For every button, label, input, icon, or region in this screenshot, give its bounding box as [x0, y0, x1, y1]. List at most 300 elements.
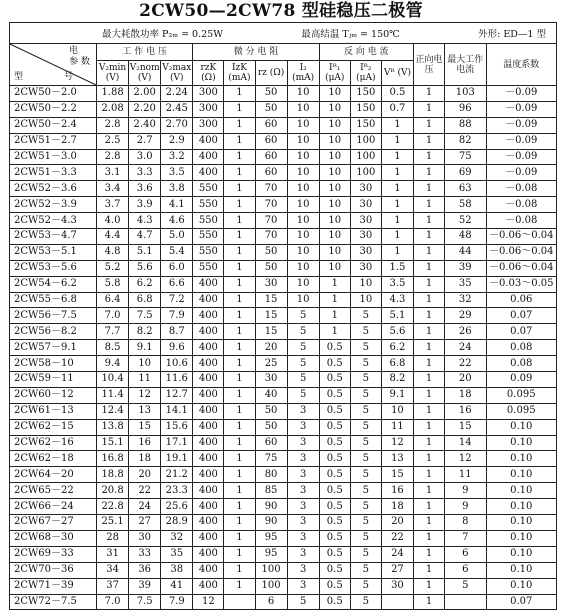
- value-cell: 8: [445, 515, 486, 531]
- value-cell: 15: [255, 292, 287, 308]
- value-cell: 550: [193, 197, 224, 213]
- table-row: [10, 101, 557, 117]
- value-cell: 20: [255, 340, 287, 356]
- group-reverse-current: 反 向 电 流: [319, 44, 413, 61]
- value-cell: 15: [445, 419, 486, 435]
- value-cell: 30: [381, 578, 413, 594]
- value-cell: 1: [319, 276, 350, 292]
- value-cell: 6: [445, 546, 486, 562]
- value-cell: 33: [129, 546, 161, 562]
- value-cell: 95: [255, 530, 287, 546]
- value-cell: 3.8: [161, 181, 193, 197]
- value-cell: 400: [193, 546, 224, 562]
- value-cell: 23.3: [161, 483, 193, 499]
- value-cell: 5.0: [161, 229, 193, 245]
- value-cell: 50: [255, 101, 287, 117]
- group-max-work-current: 最大工作电流: [445, 44, 486, 86]
- value-cell: 1: [413, 101, 444, 117]
- value-cell: 60: [255, 165, 287, 181]
- value-cell: 2.24: [161, 86, 193, 102]
- value-cell: 1: [224, 499, 255, 515]
- value-cell: 1: [224, 197, 255, 213]
- model-cell: 2CW56－8.2: [10, 324, 97, 340]
- value-cell: 82: [445, 133, 486, 149]
- value-cell: 1.88: [97, 86, 129, 102]
- value-cell: 18: [129, 451, 161, 467]
- model-cell: 2CW62－18: [10, 451, 97, 467]
- value-cell: 5: [350, 467, 381, 483]
- table-row: [10, 324, 557, 340]
- value-cell: 22: [381, 530, 413, 546]
- value-cell: 1: [413, 578, 444, 594]
- value-cell: 5: [350, 435, 381, 451]
- value-cell: 10: [319, 213, 350, 229]
- value-cell: 0.07: [486, 594, 557, 610]
- value-cell: 12.4: [97, 403, 129, 419]
- value-cell: 9.1: [129, 340, 161, 356]
- value-cell: 21.2: [161, 467, 193, 483]
- value-cell: 10: [319, 101, 350, 117]
- info-row: [10, 23, 557, 44]
- value-cell: 95: [255, 546, 287, 562]
- model-cell: 2CW62－16: [10, 435, 97, 451]
- value-cell: 5: [350, 372, 381, 388]
- value-cell: 0.5: [319, 515, 350, 531]
- value-cell: 60: [255, 435, 287, 451]
- value-cell: 75: [445, 149, 486, 165]
- value-cell: 1: [224, 356, 255, 372]
- value-cell: 0.5: [319, 419, 350, 435]
- table-row: [10, 387, 557, 403]
- table-row: [10, 86, 557, 102]
- value-cell: 1: [413, 483, 444, 499]
- model-cell: 2CW67－27: [10, 515, 97, 531]
- value-cell: 0.5: [319, 499, 350, 515]
- value-cell: 6.8: [129, 292, 161, 308]
- value-cell: 3: [287, 451, 319, 467]
- value-cell: 5.6: [381, 324, 413, 340]
- group-diff-resistance: 微 分 电 阻: [193, 44, 319, 61]
- value-cell: 10: [287, 86, 319, 102]
- value-cell: 4.6: [161, 213, 193, 229]
- value-cell: 1: [413, 562, 444, 578]
- table-row: [10, 515, 557, 531]
- value-cell: 11: [381, 419, 413, 435]
- model-cell: 2CW64－20: [10, 467, 97, 483]
- value-cell: 48: [445, 229, 486, 245]
- model-cell: 2CW71－39: [10, 578, 97, 594]
- value-cell: 7.5: [129, 594, 161, 610]
- value-cell: 0.5: [319, 372, 350, 388]
- value-cell: 1: [224, 340, 255, 356]
- value-cell: 1: [224, 483, 255, 499]
- value-cell: 12: [193, 594, 224, 610]
- value-cell: 5: [350, 403, 381, 419]
- value-cell: 1: [413, 530, 444, 546]
- value-cell: 0.09: [486, 372, 557, 388]
- value-cell: 5: [350, 324, 381, 340]
- value-cell: 8.5: [97, 340, 129, 356]
- table-row: [10, 149, 557, 165]
- value-cell: 7.0: [97, 594, 129, 610]
- value-cell: 35: [161, 546, 193, 562]
- value-cell: 80: [255, 467, 287, 483]
- value-cell: 400: [193, 340, 224, 356]
- model-cell: 2CW53－5.6: [10, 260, 97, 276]
- value-cell: 0.10: [486, 530, 557, 546]
- value-cell: －0.09: [486, 149, 557, 165]
- value-cell: 10: [287, 213, 319, 229]
- value-cell: 22: [129, 483, 161, 499]
- value-cell: 0.095: [486, 403, 557, 419]
- value-cell: 1: [224, 117, 255, 133]
- value-cell: 0.10: [486, 562, 557, 578]
- group-temp-coef: 温度系数: [486, 44, 557, 86]
- value-cell: 400: [193, 562, 224, 578]
- max-power-label: 最大耗散功率 P₂ₘ = 0.25W: [102, 29, 223, 40]
- diode-spec-table: [9, 22, 557, 610]
- value-cell: 1: [319, 308, 350, 324]
- value-cell: 5: [350, 594, 381, 610]
- table-row: [10, 530, 557, 546]
- value-cell: 11.4: [97, 387, 129, 403]
- value-cell: －0.03～0.05: [486, 276, 557, 292]
- value-cell: 550: [193, 229, 224, 245]
- value-cell: 1: [224, 149, 255, 165]
- group-work-voltage: 工 作 电 压: [97, 44, 193, 61]
- value-cell: 1: [413, 340, 444, 356]
- value-cell: 3.7: [97, 197, 129, 213]
- value-cell: 0.5: [319, 403, 350, 419]
- value-cell: 10.6: [161, 356, 193, 372]
- value-cell: 1: [224, 515, 255, 531]
- value-cell: 6.8: [381, 356, 413, 372]
- value-cell: 5: [350, 483, 381, 499]
- value-cell: 40: [255, 387, 287, 403]
- value-cell: 5: [287, 356, 319, 372]
- value-cell: 1: [413, 308, 444, 324]
- model-cell: 2CW62－15: [10, 419, 97, 435]
- value-cell: 6.2: [381, 340, 413, 356]
- value-cell: 0.10: [486, 435, 557, 451]
- value-cell: 0.10: [486, 483, 557, 499]
- value-cell: 50: [255, 403, 287, 419]
- value-cell: 4.3: [129, 213, 161, 229]
- value-cell: 3: [287, 546, 319, 562]
- value-cell: 1: [413, 467, 444, 483]
- value-cell: 1: [224, 101, 255, 117]
- value-cell: －0.09: [486, 133, 557, 149]
- value-cell: 2.8: [97, 117, 129, 133]
- value-cell: 5: [445, 578, 486, 594]
- value-cell: －0.09: [486, 86, 557, 102]
- value-cell: 3: [287, 419, 319, 435]
- value-cell: 10: [319, 181, 350, 197]
- value-cell: 1: [413, 181, 444, 197]
- value-cell: 5: [350, 451, 381, 467]
- value-cell: 24: [381, 546, 413, 562]
- value-cell: 1.5: [381, 260, 413, 276]
- value-cell: 1: [224, 530, 255, 546]
- value-cell: 18: [381, 499, 413, 515]
- value-cell: 31: [97, 546, 129, 562]
- model-cell: 2CW51－3.0: [10, 149, 97, 165]
- value-cell: 1: [224, 260, 255, 276]
- value-cell: 10: [287, 101, 319, 117]
- value-cell: 100: [255, 562, 287, 578]
- value-cell: 4.8: [97, 244, 129, 260]
- value-cell: 550: [193, 181, 224, 197]
- table-row: [10, 229, 557, 245]
- value-cell: 4.7: [129, 229, 161, 245]
- col-vznom: V₂nom (V): [129, 61, 161, 86]
- value-cell: 63: [445, 181, 486, 197]
- value-cell: 1: [224, 165, 255, 181]
- value-cell: 10: [129, 356, 161, 372]
- value-cell: 400: [193, 276, 224, 292]
- table-row: [10, 578, 557, 594]
- table-body: [10, 86, 557, 610]
- value-cell: 5: [350, 515, 381, 531]
- value-cell: 0.06: [486, 292, 557, 308]
- value-cell: 550: [193, 244, 224, 260]
- value-cell: 0.5: [319, 546, 350, 562]
- table-row: [10, 165, 557, 181]
- value-cell: 36: [129, 562, 161, 578]
- value-cell: 300: [193, 117, 224, 133]
- value-cell: 0.10: [486, 467, 557, 483]
- value-cell: 3: [287, 435, 319, 451]
- value-cell: 5: [350, 562, 381, 578]
- value-cell: 5: [287, 387, 319, 403]
- model-cell: 2CW51－3.3: [10, 165, 97, 181]
- value-cell: 550: [193, 260, 224, 276]
- corner-param: 参: [69, 57, 79, 67]
- value-cell: 300: [193, 86, 224, 102]
- value-cell: 10: [319, 244, 350, 260]
- value-cell: 3: [287, 483, 319, 499]
- value-cell: 30: [350, 244, 381, 260]
- value-cell: 69: [445, 165, 486, 181]
- value-cell: 7.5: [129, 308, 161, 324]
- value-cell: 3.9: [129, 197, 161, 213]
- model-cell: 2CW52－3.6: [10, 181, 97, 197]
- value-cell: 0.08: [486, 340, 557, 356]
- max-temp-label: 最高结温 Tⱼₘ = 150℃: [301, 29, 400, 40]
- value-cell: 2.70: [161, 117, 193, 133]
- value-cell: 10: [350, 276, 381, 292]
- value-cell: 1: [413, 165, 444, 181]
- value-cell: 5: [287, 324, 319, 340]
- value-cell: 1: [381, 117, 413, 133]
- value-cell: 103: [445, 86, 486, 102]
- value-cell: 5: [350, 356, 381, 372]
- value-cell: 5.8: [97, 276, 129, 292]
- value-cell: 1: [413, 403, 444, 419]
- page-title: 2CW50—2CW78 型硅稳压二极管: [139, 1, 423, 21]
- value-cell: 10: [319, 197, 350, 213]
- model-cell: 2CW59－11: [10, 372, 97, 388]
- value-cell: 1: [224, 229, 255, 245]
- value-cell: 0.10: [486, 419, 557, 435]
- value-cell: 0.5: [319, 451, 350, 467]
- value-cell: 50: [255, 260, 287, 276]
- value-cell: －0.09: [486, 101, 557, 117]
- value-cell: 400: [193, 483, 224, 499]
- value-cell: 3.5: [381, 276, 413, 292]
- value-cell: 20: [381, 515, 413, 531]
- value-cell: [224, 594, 255, 610]
- value-cell: 15.1: [97, 435, 129, 451]
- value-cell: 5.2: [97, 260, 129, 276]
- value-cell: 5.1: [381, 308, 413, 324]
- value-cell: 550: [193, 213, 224, 229]
- value-cell: 16: [445, 403, 486, 419]
- value-cell: 10: [319, 86, 350, 102]
- value-cell: 1: [224, 181, 255, 197]
- value-cell: 15: [129, 419, 161, 435]
- value-cell: 1: [224, 292, 255, 308]
- col-vr: Vᴿ (V): [381, 61, 413, 86]
- value-cell: 32: [445, 292, 486, 308]
- value-cell: 0.10: [486, 578, 557, 594]
- value-cell: 7.9: [161, 308, 193, 324]
- value-cell: 1: [413, 292, 444, 308]
- value-cell: 10: [287, 260, 319, 276]
- value-cell: 50: [255, 419, 287, 435]
- value-cell: 0.5: [319, 530, 350, 546]
- value-cell: 1: [381, 133, 413, 149]
- value-cell: 0.5: [319, 340, 350, 356]
- value-cell: 5: [350, 530, 381, 546]
- value-cell: 5: [350, 308, 381, 324]
- value-cell: 13: [381, 451, 413, 467]
- value-cell: 9: [445, 499, 486, 515]
- value-cell: 1: [224, 372, 255, 388]
- value-cell: 3: [287, 467, 319, 483]
- value-cell: 2.40: [129, 117, 161, 133]
- value-cell: 9.4: [97, 356, 129, 372]
- value-cell: 400: [193, 292, 224, 308]
- value-cell: 400: [193, 149, 224, 165]
- value-cell: 1: [224, 213, 255, 229]
- value-cell: 28: [97, 530, 129, 546]
- value-cell: 60: [255, 133, 287, 149]
- table-row: [10, 562, 557, 578]
- value-cell: －0.09: [486, 165, 557, 181]
- value-cell: 3: [287, 515, 319, 531]
- value-cell: 18.8: [97, 467, 129, 483]
- value-cell: 60: [255, 149, 287, 165]
- col-ir2: Iᴿ₂ (μA): [350, 61, 381, 86]
- value-cell: 11: [445, 467, 486, 483]
- value-cell: 0.10: [486, 515, 557, 531]
- value-cell: 0.10: [486, 499, 557, 515]
- model-cell: 2CW58－10: [10, 356, 97, 372]
- table-row: [10, 260, 557, 276]
- value-cell: 16: [381, 483, 413, 499]
- value-cell: 1: [224, 403, 255, 419]
- value-cell: 16.8: [97, 451, 129, 467]
- value-cell: 8.2: [381, 372, 413, 388]
- value-cell: 24: [445, 340, 486, 356]
- value-cell: 3.6: [129, 181, 161, 197]
- value-cell: 2.08: [97, 101, 129, 117]
- value-cell: 0.095: [486, 387, 557, 403]
- value-cell: 12: [381, 435, 413, 451]
- value-cell: 400: [193, 435, 224, 451]
- value-cell: 2.00: [129, 86, 161, 102]
- value-cell: 16: [129, 435, 161, 451]
- value-cell: 25: [255, 356, 287, 372]
- value-cell: 20: [445, 372, 486, 388]
- value-cell: 37: [97, 578, 129, 594]
- table-row: [10, 483, 557, 499]
- col-iz: I₂ (mA): [287, 61, 319, 86]
- value-cell: 1: [413, 244, 444, 260]
- value-cell: 5: [287, 308, 319, 324]
- value-cell: 1: [224, 387, 255, 403]
- value-cell: 1: [413, 594, 444, 610]
- value-cell: 38: [161, 562, 193, 578]
- value-cell: 1: [413, 149, 444, 165]
- value-cell: 27: [381, 562, 413, 578]
- value-cell: 6.0: [161, 260, 193, 276]
- value-cell: 10: [319, 149, 350, 165]
- value-cell: 20: [129, 467, 161, 483]
- value-cell: 70: [255, 213, 287, 229]
- value-cell: 22: [445, 356, 486, 372]
- value-cell: 7.0: [97, 308, 129, 324]
- value-cell: 10: [287, 149, 319, 165]
- value-cell: 10: [287, 229, 319, 245]
- value-cell: 1: [224, 546, 255, 562]
- value-cell: 5: [350, 578, 381, 594]
- value-cell: 2.5: [97, 133, 129, 149]
- table-row: [10, 117, 557, 133]
- table-row: [10, 181, 557, 197]
- value-cell: 8.2: [129, 324, 161, 340]
- value-cell: 13: [129, 403, 161, 419]
- value-cell: 58: [445, 197, 486, 213]
- value-cell: 19.1: [161, 451, 193, 467]
- value-cell: 400: [193, 324, 224, 340]
- table-row: [10, 356, 557, 372]
- value-cell: 1: [319, 292, 350, 308]
- value-cell: 22.8: [97, 499, 129, 515]
- table-row: [10, 276, 557, 292]
- value-cell: 400: [193, 165, 224, 181]
- value-cell: 12: [445, 451, 486, 467]
- value-cell: 1: [413, 372, 444, 388]
- value-cell: 10: [319, 117, 350, 133]
- value-cell: 0.5: [319, 562, 350, 578]
- group-forward-voltage: 正向电压: [413, 44, 444, 86]
- value-cell: 7: [445, 530, 486, 546]
- value-cell: 0.07: [486, 324, 557, 340]
- value-cell: 30: [350, 229, 381, 245]
- value-cell: －0.08: [486, 197, 557, 213]
- value-cell: 100: [255, 578, 287, 594]
- value-cell: 4.3: [381, 292, 413, 308]
- value-cell: 39: [129, 578, 161, 594]
- model-cell: 2CW50－2.0: [10, 86, 97, 102]
- value-cell: 50: [255, 244, 287, 260]
- value-cell: 1: [319, 324, 350, 340]
- value-cell: 1: [224, 562, 255, 578]
- table-row: [10, 133, 557, 149]
- value-cell: 2.7: [129, 133, 161, 149]
